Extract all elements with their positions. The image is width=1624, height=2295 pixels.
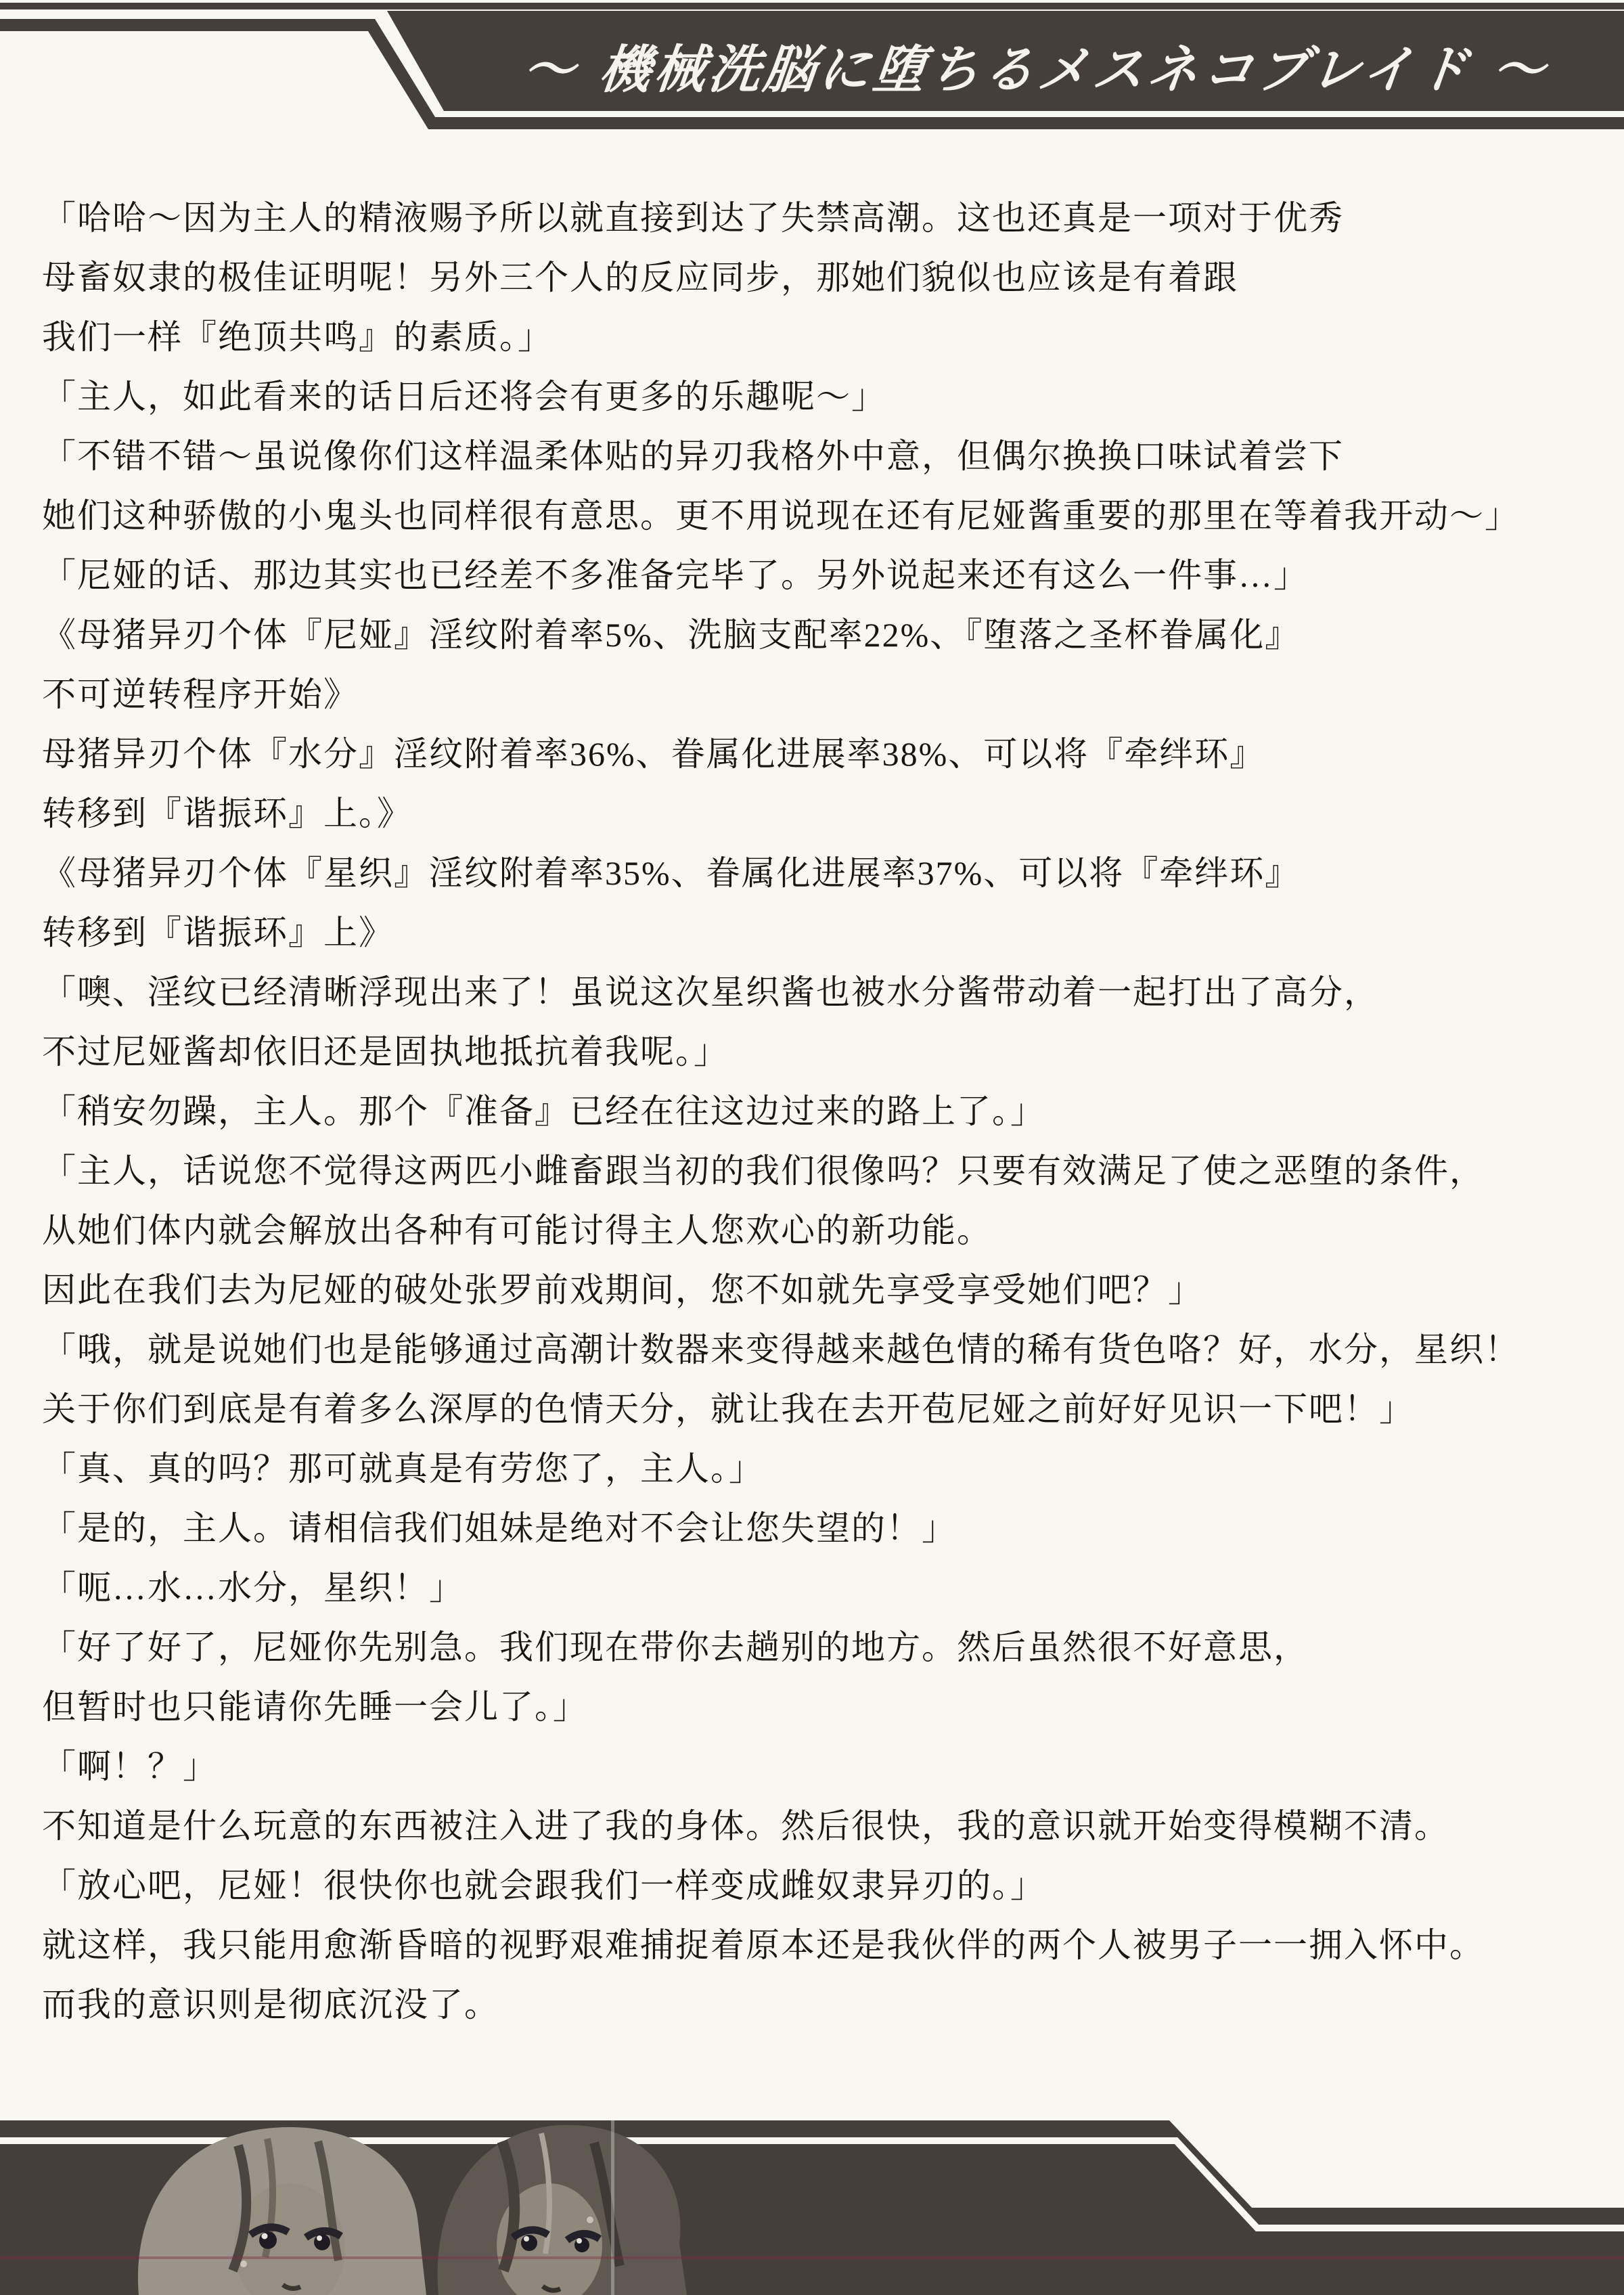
header-top-stripe xyxy=(0,3,1624,9)
story-line: 「尼娅的话、那边其实也已经差不多准备完毕了。另外说起来还有这么一件事…」 xyxy=(42,556,1309,594)
story-line: 「呃…水…水分，星织！」 xyxy=(42,1569,464,1607)
story-line: 「主人，如此看来的话日后还将会有更多的乐趣呢～」 xyxy=(42,378,886,416)
girl-right-sweat xyxy=(587,2216,593,2223)
story-line: 她们这种骄傲的小鬼头也同样很有意思。更不用说现在还有尼娅酱重要的那里在等着我开动～」 xyxy=(42,497,1520,535)
story-line: 「放心吧，尼娅！很快你也就会跟我们一样变成雌奴隶异刃的。」 xyxy=(42,1867,1045,1904)
girl-right-highlight-right xyxy=(577,2238,582,2244)
story-line: 「噢、淫纹已经清晰浮现出来了！虽说这次星织酱也被水分酱带动着一起打出了高分， xyxy=(42,973,1379,1011)
story-line: 「哈哈～因为主人的精液赐予所以就直接到达了失禁高潮。这也还真是一项对于优秀 xyxy=(42,199,1344,237)
story-line: 「啊！？」 xyxy=(42,1747,218,1785)
story-line: 因此在我们去为尼娅的破处张罗前戏期间，您不如就先享受享受她们吧？」 xyxy=(42,1271,1203,1309)
girl-left-tear xyxy=(240,2260,247,2267)
scan-fold-line xyxy=(611,2118,614,2295)
story-line: 「真、真的吗？那可就真是有劳您了，主人。」 xyxy=(42,1450,764,1488)
story-line: 转移到『谐振环』上》 xyxy=(42,914,394,952)
story-line: 关于你们到底是有着多么深厚的色情天分，就让我在去开苞尼娅之前好好见识一下吧！」 xyxy=(42,1390,1414,1428)
girl-right-pupil-right xyxy=(574,2237,589,2252)
story-line: 转移到『谐振环』上。》 xyxy=(42,795,412,832)
girl-right-highlight-left xyxy=(524,2236,529,2242)
girl-right-pupil-left xyxy=(521,2235,537,2251)
story-line: 「是的，主人。请相信我们姐妹是绝对不会让您失望的！」 xyxy=(42,1509,957,1547)
story-line: 母畜奴隶的极佳证明呢！另外三个人的反应同步，那她们貌似也应该是有着跟 xyxy=(42,259,1238,296)
girl-left-pupil-right xyxy=(314,2234,330,2250)
story-line: 我们一样『绝顶共鸣』的素质。」 xyxy=(42,318,553,356)
story-line: 「主人，话说您不觉得这两匹小雌畜跟当初的我们很像吗？只要有效满足了使之恶堕的条件， xyxy=(42,1152,1485,1190)
story-line: 而我的意识则是彻底沉没了。 xyxy=(42,1986,499,2024)
story-line: 不过尼娅酱却依旧还是固执地抵抗着我呢。」 xyxy=(42,1033,729,1071)
story-line: 不知道是什么玩意的东西被注入进了我的身体。然后很快，我的意识就开始变得模糊不清。 xyxy=(42,1807,1449,1845)
story-line: 母猪异刃个体『水分』淫纹附着率36%、眷属化进展率38%、可以将『牵绊环』 xyxy=(42,735,1265,773)
story-line: 就这样，我只能用愈渐昏暗的视野艰难捕捉着原本还是我伙伴的两个人被男子一一拥入怀中。 xyxy=(42,1926,1485,1964)
footer-banner-graphic xyxy=(0,2118,1624,2295)
story-line: 《母猪异刃个体『尼娅』淫纹附着率5%、洗脑支配率22%、『堕落之圣杯眷属化』 xyxy=(42,616,1301,654)
girl-left-pupil-left xyxy=(259,2231,277,2249)
story-line: 「不错不错～虽说像你们这样温柔体贴的异刃我格外中意，但偶尔换换口味试着尝下 xyxy=(42,437,1344,475)
story-line: 从她们体内就会解放出各种有可能讨得主人您欢心的新功能。 xyxy=(42,1211,992,1249)
girl-left-highlight-left xyxy=(262,2233,268,2240)
story-line: 「好了好了，尼娅你先别急。我们现在带你去趟别的地方。然后虽然很不好意思， xyxy=(42,1628,1309,1666)
story-line: 《母猪异刃个体『星织』淫纹附着率35%、眷属化进展率37%、可以将『牵绊环』 xyxy=(42,854,1301,892)
story-text xyxy=(42,188,1604,2034)
story-line: 「哦，就是说她们也是能够通过高潮计数器来变得越来越色情的稀有货色咯？好，水分，星织！ xyxy=(42,1331,1520,1368)
story-line: 不可逆转程序开始》 xyxy=(42,675,359,713)
girl-left-highlight-right xyxy=(317,2235,322,2241)
story-line: 但暂时也只能请你先睡一会儿了。」 xyxy=(42,1688,588,1726)
story-line: 「稍安勿躁，主人。那个『准备』已经在往这边过来的路上了。」 xyxy=(42,1092,1045,1130)
page-title: ～ 機械洗脳に堕ちるメスネコブレイド ～ xyxy=(520,39,1552,99)
